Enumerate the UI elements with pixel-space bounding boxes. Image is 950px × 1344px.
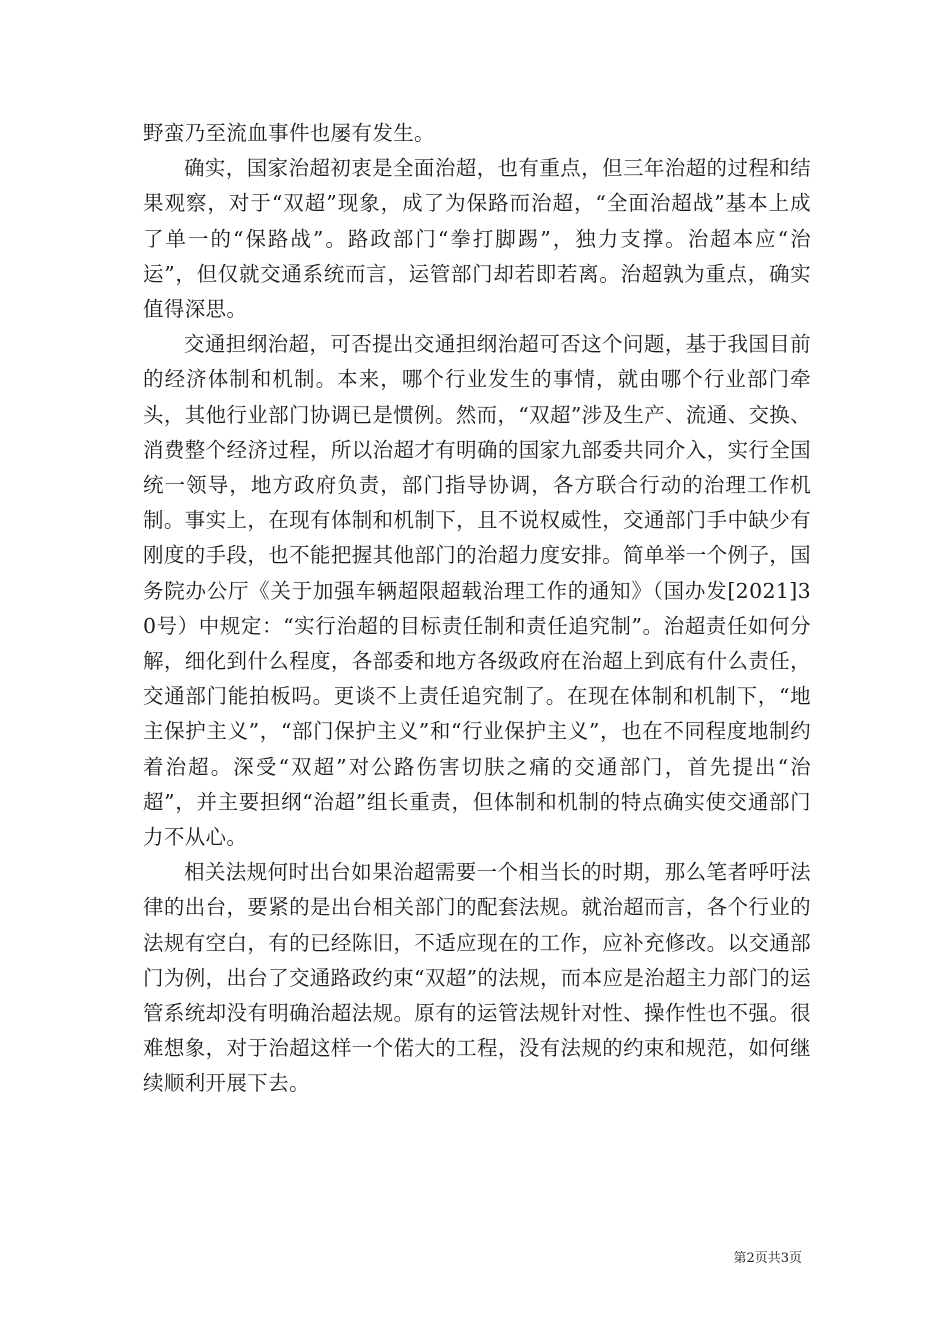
paragraph-transport-lead: 交通担纲治超，可否提出交通担纲治超可否这个问题，基于我国目前的经济体制和机制。本来，哪个行业发生的事情，就由哪个行业部门牵头，其他行业部门协调已是惯例。然而，“双超”涉及生产、流通、交换、消费整个经济过程，所以治超才有明确的国家九部委共同介入，实行全国统一领导，地方政府负责，部门指导协调，各方联合行动的治理工作机制。事实上，在现有体制和机制下，且不说权威性，交通部门手中缺少有刚度的手段，也不能把握其他部门的治超力度安排。简单举一个例子，国务院办公厅《关于加强车辆超限超载治理工作的通知》（国办发[2021]30号）中规定：“实行治超的目标责任制和责任追究制”。治超责任如何分解，细化到什么程度，各部委和地方各级政府在治超上到底有什么责任，交通部门能拍板吗。更谈不上责任追究制了。在现在体制和机制下，“地主保护主义”，“部门保护主义”和“行业保护主义”，也在不同程度地制约着治超。深受“双超”对公路伤害切肤之痛的交通部门，首先提出“治超”，并主要担纲“治超”组长重责，但体制和机制的特点确实使交通部门力不从心。 [143, 332, 812, 850]
page-number-footer: 第2页共3页 [733, 1251, 802, 1266]
paragraph-regulations: 相关法规何时出台如果治超需要一个相当长的时期，那么笔者呼吁法律的出台，要紧的是出台相关部门的配套法规。就治超而言，各个行业的法规有空白，有的已经陈旧，不适应现在的工作，应补充修改。以交通部门为例，出台了交通路政约束“双超”的法规，而本应是治超主力部门的运管系统却没有明确治超法规。原有的运管法规针对性、操作性也不强。很难想象，对于治超这样一个偌大的工程，没有法规的约束和规范，如何继续顺利开展下去。 [143, 860, 812, 1096]
paragraph-continuation: 野蛮乃至流血事件也屡有发生。 [143, 121, 435, 145]
document-body [143, 116, 811, 1102]
paragraph-focus: 确实，国家治超初衷是全面治超，也有重点，但三年治超的过程和结果观察，对于“双超”现象，成了为保路而治超，“全面治超战”基本上成了单一的“保路战”。路政部门“拳打脚踢”，独力支撑。治超本应“治运”，但仅就交通系统而言，运管部门却若即若离。治超孰为重点，确实值得深思。 [143, 156, 811, 322]
